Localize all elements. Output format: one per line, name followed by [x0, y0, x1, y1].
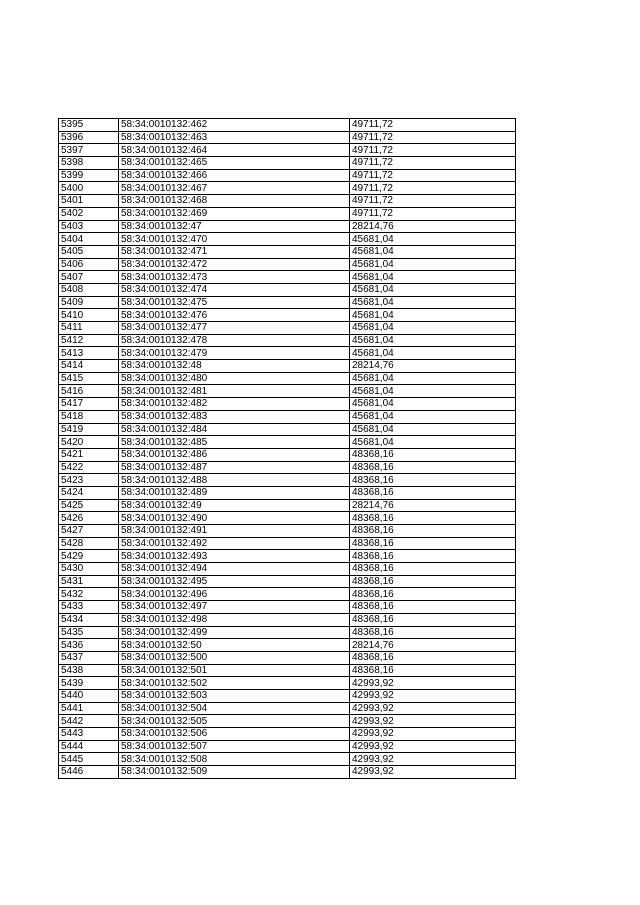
table-row	[59, 182, 516, 195]
cadastral-number-cell: 58:34:0010132:499	[119, 626, 350, 639]
row-number-cell: 5434	[59, 613, 119, 626]
cadastral-number-cell: 58:34:0010132:497	[119, 601, 350, 614]
row-number-cell: 5440	[59, 689, 119, 702]
value-cell: 42993,92	[350, 715, 516, 728]
cadastral-number-cell: 58:34:0010132:462	[119, 119, 350, 132]
value-cell: 28214,76	[350, 499, 516, 512]
cadastral-number-cell: 58:34:0010132:490	[119, 512, 350, 525]
table-row	[59, 271, 516, 284]
row-number-cell: 5426	[59, 512, 119, 525]
value-cell: 49711,72	[350, 119, 516, 132]
cadastral-number-cell: 58:34:0010132:500	[119, 651, 350, 664]
value-cell: 42993,92	[350, 753, 516, 766]
row-number-cell: 5402	[59, 207, 119, 220]
row-number-cell: 5416	[59, 385, 119, 398]
row-number-cell: 5407	[59, 271, 119, 284]
cadastral-number-cell: 58:34:0010132:467	[119, 182, 350, 195]
table-row	[59, 525, 516, 538]
cadastral-number-cell: 58:34:0010132:493	[119, 550, 350, 563]
cadastral-number-cell: 58:34:0010132:479	[119, 347, 350, 360]
row-number-cell: 5443	[59, 728, 119, 741]
cadastral-number-cell: 58:34:0010132:503	[119, 689, 350, 702]
cadastral-number-cell: 58:34:0010132:504	[119, 702, 350, 715]
cadastral-number-cell: 58:34:0010132:476	[119, 309, 350, 322]
row-number-cell: 5432	[59, 588, 119, 601]
table-row	[59, 537, 516, 550]
row-number-cell: 5419	[59, 423, 119, 436]
row-number-cell: 5437	[59, 651, 119, 664]
cadastral-number-cell: 58:34:0010132:49	[119, 499, 350, 512]
cadastral-number-cell: 58:34:0010132:470	[119, 233, 350, 246]
cadastral-number-cell: 58:34:0010132:477	[119, 322, 350, 335]
row-number-cell: 5395	[59, 119, 119, 132]
value-cell: 45681,04	[350, 398, 516, 411]
table-row	[59, 448, 516, 461]
cadastral-number-cell: 58:34:0010132:507	[119, 740, 350, 753]
value-cell: 45681,04	[350, 271, 516, 284]
cadastral-number-cell: 58:34:0010132:480	[119, 372, 350, 385]
table-row	[59, 309, 516, 322]
row-number-cell: 5404	[59, 233, 119, 246]
row-number-cell: 5439	[59, 677, 119, 690]
cadastral-number-cell: 58:34:0010132:468	[119, 195, 350, 208]
cadastral-number-cell: 58:34:0010132:478	[119, 334, 350, 347]
table-row	[59, 334, 516, 347]
cadastral-number-cell: 58:34:0010132:486	[119, 448, 350, 461]
table-row	[59, 753, 516, 766]
cadastral-number-cell: 58:34:0010132:506	[119, 728, 350, 741]
row-number-cell: 5396	[59, 131, 119, 144]
data-table	[58, 118, 516, 779]
value-cell: 45681,04	[350, 322, 516, 335]
cadastral-number-cell: 58:34:0010132:482	[119, 398, 350, 411]
cadastral-number-cell: 58:34:0010132:475	[119, 296, 350, 309]
row-number-cell: 5446	[59, 766, 119, 779]
value-cell: 48368,16	[350, 537, 516, 550]
row-number-cell: 5400	[59, 182, 119, 195]
value-cell: 45681,04	[350, 245, 516, 258]
table-row	[59, 601, 516, 614]
row-number-cell: 5427	[59, 525, 119, 538]
value-cell: 49711,72	[350, 169, 516, 182]
row-number-cell: 5398	[59, 157, 119, 170]
cadastral-number-cell: 58:34:0010132:508	[119, 753, 350, 766]
row-number-cell: 5438	[59, 664, 119, 677]
cadastral-number-cell: 58:34:0010132:496	[119, 588, 350, 601]
table-body	[59, 119, 516, 779]
row-number-cell: 5401	[59, 195, 119, 208]
cadastral-number-cell: 58:34:0010132:485	[119, 436, 350, 449]
value-cell: 49711,72	[350, 207, 516, 220]
cadastral-number-cell: 58:34:0010132:505	[119, 715, 350, 728]
value-cell: 48368,16	[350, 550, 516, 563]
cadastral-number-cell: 58:34:0010132:483	[119, 410, 350, 423]
value-cell: 48368,16	[350, 448, 516, 461]
cadastral-number-cell: 58:34:0010132:474	[119, 283, 350, 296]
row-number-cell: 5436	[59, 639, 119, 652]
value-cell: 48368,16	[350, 525, 516, 538]
table-row	[59, 372, 516, 385]
cadastral-number-cell: 58:34:0010132:471	[119, 245, 350, 258]
row-number-cell: 5399	[59, 169, 119, 182]
table-row	[59, 613, 516, 626]
table-row	[59, 550, 516, 563]
cadastral-number-cell: 58:34:0010132:463	[119, 131, 350, 144]
row-number-cell: 5422	[59, 461, 119, 474]
value-cell: 28214,76	[350, 639, 516, 652]
row-number-cell: 5420	[59, 436, 119, 449]
value-cell: 45681,04	[350, 283, 516, 296]
row-number-cell: 5414	[59, 360, 119, 373]
table-row	[59, 410, 516, 423]
value-cell: 45681,04	[350, 347, 516, 360]
row-number-cell: 5417	[59, 398, 119, 411]
cadastral-number-cell: 58:34:0010132:466	[119, 169, 350, 182]
row-number-cell: 5403	[59, 220, 119, 233]
row-number-cell: 5418	[59, 410, 119, 423]
row-number-cell: 5406	[59, 258, 119, 271]
value-cell: 48368,16	[350, 563, 516, 576]
table-row	[59, 283, 516, 296]
cadastral-number-cell: 58:34:0010132:498	[119, 613, 350, 626]
row-number-cell: 5410	[59, 309, 119, 322]
row-number-cell: 5411	[59, 322, 119, 335]
table-row	[59, 677, 516, 690]
table-row	[59, 144, 516, 157]
cadastral-number-cell: 58:34:0010132:487	[119, 461, 350, 474]
value-cell: 28214,76	[350, 220, 516, 233]
table-row	[59, 588, 516, 601]
row-number-cell: 5421	[59, 448, 119, 461]
value-cell: 49711,72	[350, 157, 516, 170]
value-cell: 42993,92	[350, 740, 516, 753]
row-number-cell: 5405	[59, 245, 119, 258]
value-cell: 42993,92	[350, 689, 516, 702]
row-number-cell: 5397	[59, 144, 119, 157]
value-cell: 48368,16	[350, 651, 516, 664]
table-row	[59, 651, 516, 664]
cadastral-number-cell: 58:34:0010132:509	[119, 766, 350, 779]
table-row	[59, 664, 516, 677]
row-number-cell: 5435	[59, 626, 119, 639]
value-cell: 42993,92	[350, 766, 516, 779]
value-cell: 45681,04	[350, 309, 516, 322]
table-row	[59, 423, 516, 436]
row-number-cell: 5444	[59, 740, 119, 753]
value-cell: 48368,16	[350, 626, 516, 639]
row-number-cell: 5412	[59, 334, 119, 347]
row-number-cell: 5409	[59, 296, 119, 309]
cadastral-number-cell: 58:34:0010132:491	[119, 525, 350, 538]
cadastral-number-cell: 58:34:0010132:488	[119, 474, 350, 487]
table-row	[59, 119, 516, 132]
value-cell: 45681,04	[350, 258, 516, 271]
cadastral-number-cell: 58:34:0010132:492	[119, 537, 350, 550]
row-number-cell: 5423	[59, 474, 119, 487]
row-number-cell: 5415	[59, 372, 119, 385]
cadastral-number-cell: 58:34:0010132:494	[119, 563, 350, 576]
table-row	[59, 245, 516, 258]
value-cell: 45681,04	[350, 334, 516, 347]
value-cell: 48368,16	[350, 664, 516, 677]
row-number-cell: 5424	[59, 486, 119, 499]
table-row	[59, 575, 516, 588]
value-cell: 48368,16	[350, 474, 516, 487]
cadastral-number-cell: 58:34:0010132:501	[119, 664, 350, 677]
table-row	[59, 512, 516, 525]
row-number-cell: 5433	[59, 601, 119, 614]
cadastral-number-cell: 58:34:0010132:502	[119, 677, 350, 690]
value-cell: 42993,92	[350, 728, 516, 741]
value-cell: 45681,04	[350, 436, 516, 449]
table-row	[59, 360, 516, 373]
cadastral-number-cell: 58:34:0010132:48	[119, 360, 350, 373]
table-row	[59, 347, 516, 360]
value-cell: 42993,92	[350, 702, 516, 715]
table-row	[59, 499, 516, 512]
row-number-cell: 5429	[59, 550, 119, 563]
value-cell: 49711,72	[350, 144, 516, 157]
table-row	[59, 258, 516, 271]
cadastral-number-cell: 58:34:0010132:472	[119, 258, 350, 271]
table-row	[59, 169, 516, 182]
value-cell: 45681,04	[350, 385, 516, 398]
cadastral-number-cell: 58:34:0010132:473	[119, 271, 350, 284]
table-row	[59, 474, 516, 487]
table-row	[59, 689, 516, 702]
table-row	[59, 233, 516, 246]
table-row	[59, 322, 516, 335]
row-number-cell: 5431	[59, 575, 119, 588]
cadastral-number-cell: 58:34:0010132:465	[119, 157, 350, 170]
value-cell: 48368,16	[350, 486, 516, 499]
value-cell: 45681,04	[350, 423, 516, 436]
table-row	[59, 131, 516, 144]
table-row	[59, 766, 516, 779]
cadastral-number-cell: 58:34:0010132:469	[119, 207, 350, 220]
table-row	[59, 220, 516, 233]
row-number-cell: 5413	[59, 347, 119, 360]
row-number-cell: 5441	[59, 702, 119, 715]
row-number-cell: 5425	[59, 499, 119, 512]
table-row	[59, 702, 516, 715]
table-row	[59, 639, 516, 652]
row-number-cell: 5442	[59, 715, 119, 728]
table-row	[59, 207, 516, 220]
cadastral-number-cell: 58:34:0010132:50	[119, 639, 350, 652]
row-number-cell: 5408	[59, 283, 119, 296]
value-cell: 48368,16	[350, 575, 516, 588]
value-cell: 48368,16	[350, 512, 516, 525]
cadastral-number-cell: 58:34:0010132:495	[119, 575, 350, 588]
value-cell: 45681,04	[350, 296, 516, 309]
row-number-cell: 5428	[59, 537, 119, 550]
table-row	[59, 486, 516, 499]
value-cell: 49711,72	[350, 131, 516, 144]
cadastral-number-cell: 58:34:0010132:484	[119, 423, 350, 436]
cadastral-number-cell: 58:34:0010132:464	[119, 144, 350, 157]
table-row	[59, 728, 516, 741]
table-row	[59, 385, 516, 398]
table-row	[59, 157, 516, 170]
table-row	[59, 715, 516, 728]
value-cell: 28214,76	[350, 360, 516, 373]
value-cell: 48368,16	[350, 588, 516, 601]
table-row	[59, 563, 516, 576]
value-cell: 48368,16	[350, 601, 516, 614]
value-cell: 42993,92	[350, 677, 516, 690]
table-row	[59, 195, 516, 208]
value-cell: 49711,72	[350, 195, 516, 208]
value-cell: 45681,04	[350, 233, 516, 246]
value-cell: 48368,16	[350, 461, 516, 474]
cadastral-number-cell: 58:34:0010132:489	[119, 486, 350, 499]
value-cell: 45681,04	[350, 372, 516, 385]
table-row	[59, 436, 516, 449]
row-number-cell: 5430	[59, 563, 119, 576]
table-row	[59, 296, 516, 309]
value-cell: 49711,72	[350, 182, 516, 195]
row-number-cell: 5445	[59, 753, 119, 766]
value-cell: 45681,04	[350, 410, 516, 423]
value-cell: 48368,16	[350, 613, 516, 626]
table-row	[59, 626, 516, 639]
cadastral-number-cell: 58:34:0010132:47	[119, 220, 350, 233]
table-row	[59, 398, 516, 411]
table-row	[59, 740, 516, 753]
cadastral-number-cell: 58:34:0010132:481	[119, 385, 350, 398]
table-row	[59, 461, 516, 474]
